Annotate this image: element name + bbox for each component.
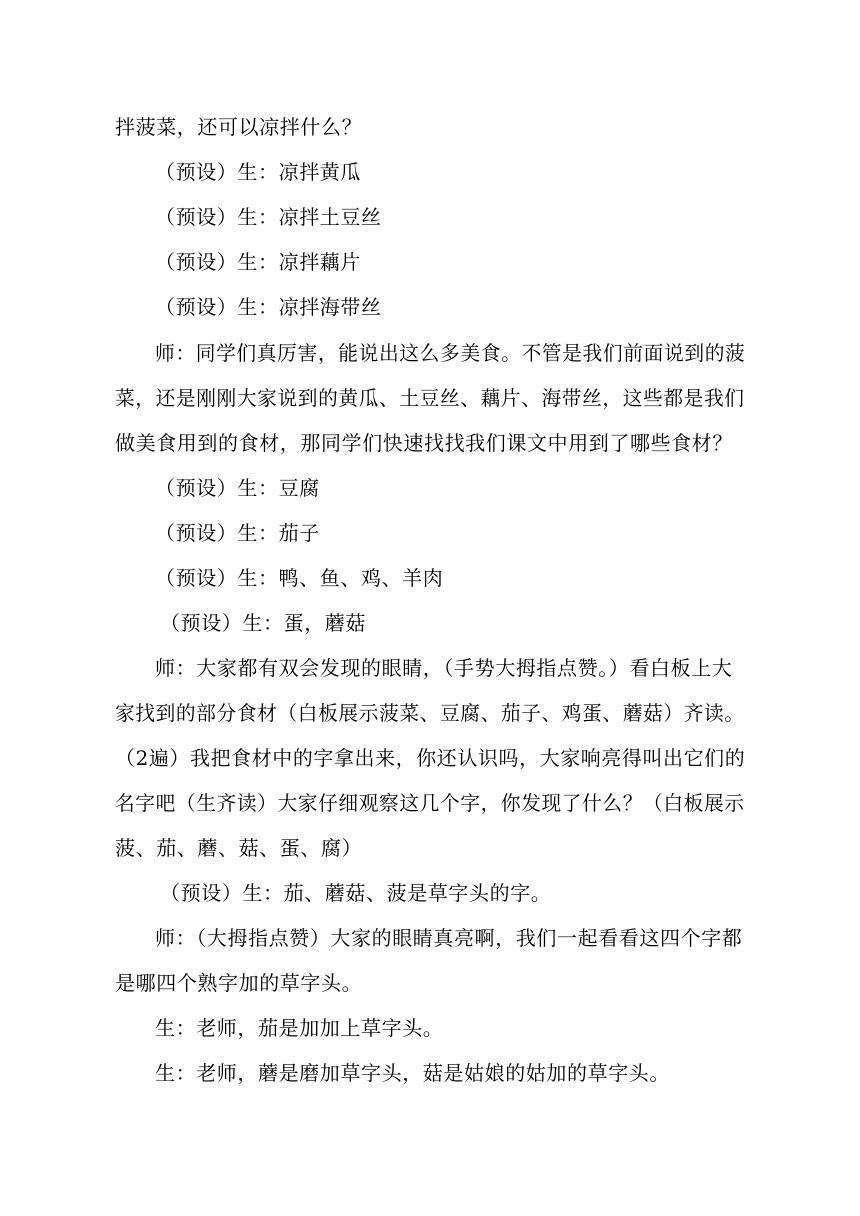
text-line: （预设）生：茄、蘑菇、菠是草字头的字。 (160, 881, 552, 905)
text-line: 师：（大拇指点赞）大家的眼睛真亮啊，我们一起看看这四个字都 (155, 926, 743, 950)
text-line: 家找到的部分食材（白板展示菠菜、豆腐、茄子、鸡蛋、蘑菇）齐读。 (115, 701, 745, 725)
text-line: （预设）生：凉拌藕片 (155, 250, 361, 274)
text-line: 生：老师，蘑是磨加草字头，菇是姑娘的姑加的草字头。 (155, 1061, 670, 1085)
text-line: 菜，还是刚刚大家说到的黄瓜、土豆丝、藕片、海带丝，这些都是我们 (115, 386, 745, 410)
text-line: 师：同学们真厉害，能说出这么多美食。不管是我们前面说到的菠 (155, 341, 746, 365)
text-line: （预设）生：鸭、鱼、鸡、羊肉 (155, 566, 444, 590)
text-line: 做美食用到的食材，那同学们快速找找我们课文中用到了哪些食材？ (115, 431, 733, 455)
text-line: （预设）生：茄子 (155, 521, 320, 545)
text-line: （预设）生：凉拌海带丝 (155, 295, 382, 319)
text-line: 生：老师，茄是加加上草字头。 (155, 1016, 444, 1040)
text-line: （预设）生：凉拌土豆丝 (155, 205, 382, 229)
text-line: 名字吧（生齐读）大家仔细观察这几个字，你发现了什么？（白板展示 (115, 791, 745, 815)
text-line: 拌菠菜，还可以凉拌什么？ (115, 115, 363, 139)
text-line: （预设）生：凉拌黄瓜 (155, 160, 361, 184)
text-line: 菠、茄、蘑、菇、蛋、腐） (115, 836, 363, 860)
text-line: 是哪四个熟字加的草字头。 (115, 971, 363, 995)
text-line: 师：大家都有双会发现的眼睛，（手势大拇指点赞。）看白板上大 (155, 656, 733, 680)
text-line: （预设）生：蛋，蘑菇 (160, 611, 366, 635)
text-line: （2遍）我把食材中的字拿出来，你还认识吗，大家响亮得叫出它们的 (115, 746, 746, 770)
text-line: （预设）生：豆腐 (155, 476, 320, 500)
